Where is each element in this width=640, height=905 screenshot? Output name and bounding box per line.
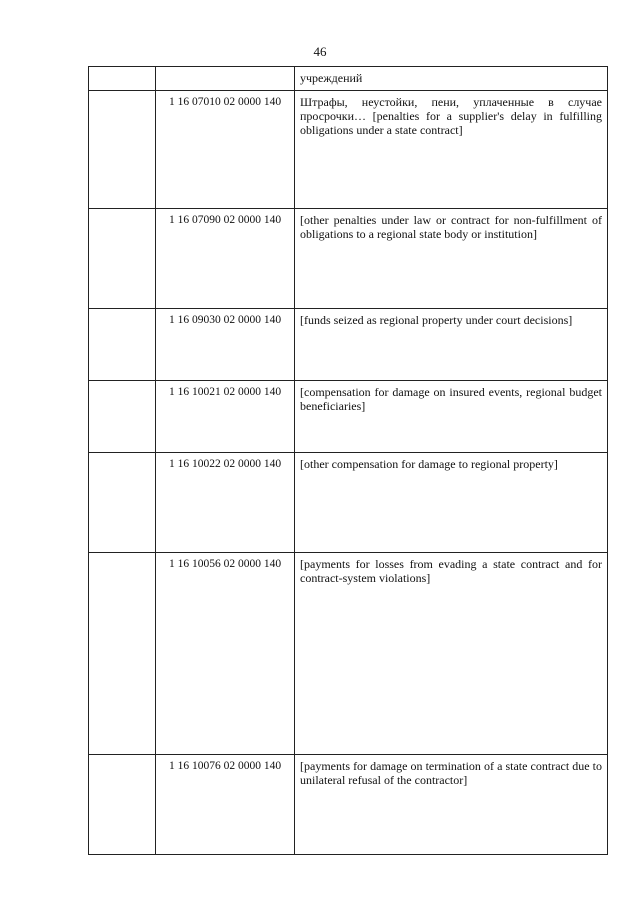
budget-code-table — [88, 66, 608, 855]
empty-cell — [89, 309, 156, 381]
code-cell: 1 16 07010 02 0000 140 — [156, 91, 295, 209]
description-cell: [funds seized as regional property under court decisions] — [295, 309, 608, 381]
empty-cell — [89, 553, 156, 755]
code-cell — [156, 67, 295, 91]
code-cell: 1 16 10021 02 0000 140 — [156, 381, 295, 453]
page-number: 46 — [313, 44, 327, 59]
code-cell: 1 16 10056 02 0000 140 — [156, 553, 295, 755]
empty-cell — [89, 67, 156, 91]
description-cell: [other penalties under law or contract for non-fulfillment of obligations to a regional state body or institution] — [295, 209, 608, 309]
description-cell: [compensation for damage on insured events, regional budget beneficiaries] — [295, 381, 608, 453]
empty-cell — [89, 453, 156, 553]
table-row — [89, 381, 608, 453]
table-row — [89, 309, 608, 381]
table-row — [89, 209, 608, 309]
table-row — [89, 67, 608, 91]
code-cell: 1 16 10022 02 0000 140 — [156, 453, 295, 553]
empty-cell — [89, 91, 156, 209]
empty-cell — [89, 755, 156, 855]
description-cell: [payments for losses from evading a state contract and for contract-system violations] — [295, 553, 608, 755]
table-row — [89, 91, 608, 209]
table-row — [89, 453, 608, 553]
code-cell: 1 16 10076 02 0000 140 — [156, 755, 295, 855]
table-row — [89, 553, 608, 755]
empty-cell — [89, 209, 156, 309]
description-cell: [payments for damage on termination of a state contract due to unilateral refusal of the contractor] — [295, 755, 608, 855]
description-cell: учреждений — [295, 67, 608, 91]
code-cell: 1 16 07090 02 0000 140 — [156, 209, 295, 309]
description-cell: [other compensation for damage to regional property] — [295, 453, 608, 553]
table-row — [89, 755, 608, 855]
description-cell: Штрафы, неустойки, пени, уплаченные в случае просрочки… [penalties for a supplier's delay in fulfilling obligations under a state contract] — [295, 91, 608, 209]
code-cell: 1 16 09030 02 0000 140 — [156, 309, 295, 381]
empty-cell — [89, 381, 156, 453]
